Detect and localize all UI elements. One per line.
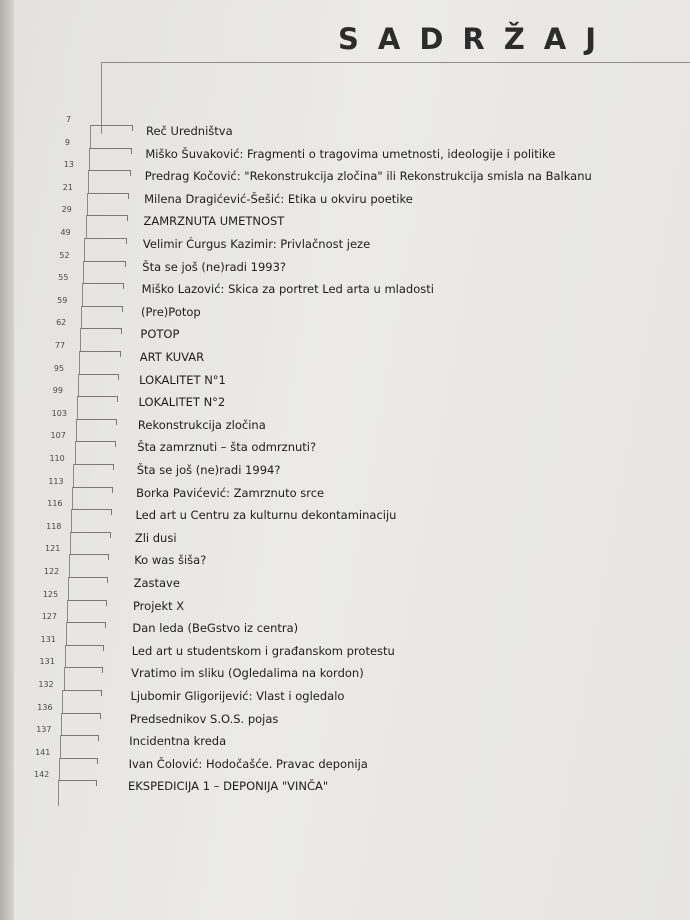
toc-leader-bracket [88, 170, 131, 176]
toc-entry-title: Šta zamrznuti – šta odmrznuti? [137, 440, 317, 455]
toc-leader-bracket [70, 532, 111, 538]
toc-page-number: 29 [61, 205, 72, 215]
toc-page-number: 7 [66, 115, 72, 124]
toc-entry-title: Dan leda (BeGstvo iz centra) [132, 621, 299, 636]
toc-connector-line [89, 148, 90, 171]
toc-page-number: 127 [41, 612, 57, 622]
toc-leader-bracket [78, 374, 119, 380]
toc-entry-title: POTOP [140, 327, 180, 342]
toc-leader-bracket [65, 645, 105, 651]
toc-leader-bracket [82, 283, 124, 289]
toc-entry-title: Vratimo im sliku (Ogledalima na kordon) [131, 666, 364, 681]
toc-connector-line [88, 170, 89, 193]
toc-entry-title: Predsednikov S.O.S. pojas [129, 711, 279, 726]
toc-leader-bracket [75, 441, 116, 447]
toc-leader-bracket [83, 261, 125, 267]
toc-page-number: 49 [60, 228, 71, 237]
toc-connector-line [86, 215, 87, 238]
toc-leader-bracket [66, 622, 106, 628]
toc-entry-title: Rekonstrukcija zločina [137, 417, 266, 432]
toc-connector-line [81, 306, 82, 329]
toc-page-number: 131 [39, 657, 55, 667]
toc-connector-line [79, 351, 80, 374]
toc-page-number: 62 [56, 318, 67, 328]
toc-leader-bracket [60, 735, 99, 741]
toc-entry-title: ART KUVAR [139, 350, 205, 364]
toc-entry-title: Milena Dragićević-Šešić: Etika u okviru poetike [144, 191, 413, 206]
toc-entry-title: Ko was šiša? [134, 553, 207, 568]
toc-leader-bracket [89, 148, 132, 154]
toc-page-number: 118 [46, 521, 62, 531]
toc-entry-title: Velimir Ćurgus Kazimir: Privlačnost jeze [142, 237, 371, 251]
toc-leader-bracket [86, 215, 128, 221]
toc-connector-line [69, 554, 70, 577]
toc-leader-bracket [73, 464, 114, 470]
toc-entry-title: Miško Lazović: Skica za portret Led arta u mladosti [141, 282, 434, 297]
toc-entry-title: Led art u studentskom i građanskom protestu [131, 643, 395, 658]
toc-leader-bracket [71, 509, 112, 515]
toc-page-number: 121 [45, 544, 61, 554]
toc-page-number: 136 [37, 702, 53, 712]
toc-page-number: 13 [63, 160, 74, 170]
toc-leader-bracket [61, 713, 100, 719]
toc-leader-bracket [87, 193, 130, 199]
toc-connector-line [67, 600, 68, 623]
toc-connector-line [65, 645, 66, 668]
toc-leader-bracket [80, 328, 122, 334]
toc-connector-line [77, 396, 78, 419]
book-binding-edge [0, 0, 14, 920]
toc-page-number: 77 [54, 341, 66, 350]
toc-entry-title: Predrag Kočović: "Rekonstrukcija zločina" ili Rekonstrukcija smisla na Balkanu [144, 169, 592, 184]
toc-leader-bracket [81, 306, 123, 312]
frame-left-rule [101, 62, 102, 134]
toc-entry-title: Reč Uredništva [146, 124, 233, 138]
toc-leader-bracket [68, 577, 108, 583]
toc-page-number: 137 [36, 725, 52, 735]
toc-connector-line [59, 758, 60, 781]
toc-connector-line [82, 283, 83, 306]
toc-leader-bracket [64, 667, 104, 673]
toc-entry-title: Miško Šuvaković: Fragmenti o tragovima umetnosti, ideologije i politike [145, 146, 556, 161]
toc-entry-title: Zastave [133, 576, 180, 590]
toc-connector-line [87, 193, 88, 216]
toc-page-number: 113 [48, 476, 64, 486]
toc-connector-line [66, 622, 67, 645]
toc-page-number: 52 [59, 250, 70, 260]
toc-connector-line [90, 125, 91, 148]
toc-entry-title: ZAMRZNUTA UMETNOST [143, 214, 285, 229]
toc-page-number: 103 [51, 408, 67, 418]
toc-page-number: 142 [34, 770, 50, 780]
toc-leader-bracket [76, 419, 117, 425]
toc-leader-bracket [79, 351, 121, 357]
toc-leader-bracket [69, 554, 109, 560]
header-rule [102, 62, 690, 63]
toc-entry-title: Led art u Centru za kulturnu dekontaminaciju [135, 508, 397, 523]
book-page [14, 0, 690, 920]
toc-page-number: 132 [38, 680, 54, 689]
toc-leader-bracket [67, 600, 107, 606]
toc-page-number: 125 [42, 589, 59, 599]
toc-page-number: 99 [52, 386, 63, 396]
toc-connector-line [84, 238, 85, 261]
toc-leader-bracket [72, 487, 113, 493]
toc-leader-bracket [84, 238, 126, 244]
toc-connector-line [80, 328, 81, 351]
toc-page-number: 107 [50, 431, 66, 441]
toc-entry-title: (Pre)Potop [141, 304, 201, 319]
toc-connector-line [76, 419, 77, 442]
toc-entry-title: Ljubomir Gligorijević: Vlast i ogledalo [130, 689, 345, 703]
toc-page-number: 141 [35, 747, 51, 757]
toc-leader-bracket [77, 396, 118, 402]
toc-connector-line [75, 441, 76, 464]
toc-page-number: 9 [64, 137, 70, 147]
toc-connector-line [83, 261, 84, 284]
toc-connector-line [62, 690, 63, 713]
toc-entry-title: Šta se još (ne)radi 1993? [142, 259, 287, 274]
toc-page-number: 110 [49, 454, 65, 463]
toc-entry-title: LOKALITET N°2 [138, 395, 226, 410]
toc-entry-title: Šta se još (ne)radi 1994? [136, 463, 281, 477]
toc-page-number: 116 [47, 499, 63, 509]
toc-connector-line [78, 374, 79, 397]
toc-page-number: 55 [58, 273, 69, 283]
toc-entry-title: Projekt X [132, 598, 185, 613]
toc-connector-line [64, 667, 65, 690]
toc-leader-bracket [59, 758, 98, 764]
toc-leader-bracket [58, 780, 97, 786]
toc-leader-bracket [90, 125, 133, 131]
toc-connector-line [60, 735, 61, 758]
toc-page-number: 95 [53, 363, 65, 373]
toc-entry-title: LOKALITET N°1 [139, 372, 226, 387]
toc-entry-title: Zli dusi [134, 530, 177, 545]
toc-connector-line [72, 487, 73, 510]
toc-connector-line [70, 532, 71, 555]
toc-entry-title: Incidentna kreda [129, 734, 227, 749]
toc-entry-title: EKSPEDICIJA 1 – DEPONIJA "VINČA" [128, 779, 329, 794]
toc-leader-bracket [62, 690, 102, 696]
toc-page-number: 59 [57, 295, 68, 305]
toc-connector-line [68, 577, 69, 600]
toc-page-number: 21 [62, 182, 73, 192]
toc-connector-line [58, 780, 59, 806]
toc-page-number: 122 [43, 567, 60, 576]
toc-entry-title: Ivan Čolović: Hodočašće. Pravac deponija [128, 756, 368, 771]
toc-connector-line [61, 713, 62, 736]
page-title: SADRŽAJ [338, 22, 615, 56]
toc-page-number: 131 [40, 634, 56, 644]
toc-connector-line [71, 509, 72, 532]
toc-entry-title: Borka Pavićević: Zamrznuto srce [136, 485, 325, 500]
toc-connector-line [73, 464, 74, 487]
